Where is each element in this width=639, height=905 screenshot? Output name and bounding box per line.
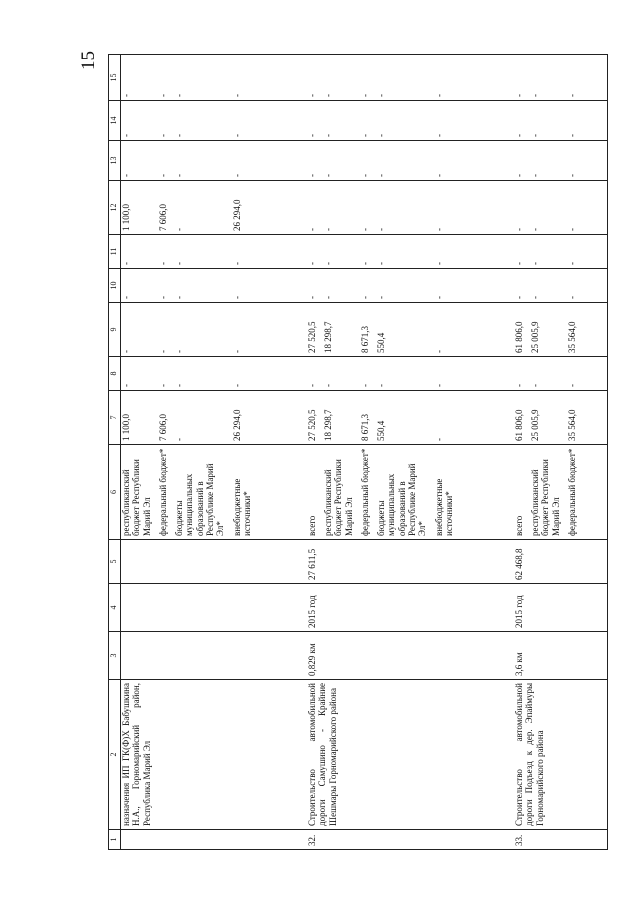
amount-value: - <box>121 384 131 387</box>
amount-value: 27 520,5 <box>306 321 317 353</box>
amount-value: - <box>375 262 386 265</box>
amount-value: - <box>158 350 168 353</box>
amount-value: - <box>529 262 540 265</box>
amount-value: - <box>121 174 131 177</box>
cost-cell: 27 611,5 <box>307 540 514 584</box>
column-number: 7 <box>109 391 121 445</box>
amount-value: - <box>174 94 184 97</box>
amount-cell-c9 <box>121 303 307 357</box>
amount-value: 61 806,0 <box>513 409 524 441</box>
amount-value: - <box>375 94 386 97</box>
year-cell: 2015 год <box>307 584 514 632</box>
amount-value: - <box>322 228 333 231</box>
amount-value: - <box>433 262 444 265</box>
amount-value: - <box>375 384 386 387</box>
amount-value: - <box>529 134 540 137</box>
amount-value: - <box>513 262 524 265</box>
amount-value: - <box>566 94 577 97</box>
column-number: 1 <box>109 830 121 850</box>
page-number: 15 <box>78 51 99 70</box>
amount-cell-c11 <box>514 235 608 269</box>
amount-value: - <box>322 262 333 265</box>
amount-value: - <box>306 94 317 97</box>
amount-cell-c15 <box>121 55 307 101</box>
amount-value: 550,4 <box>375 332 386 353</box>
amount-value: - <box>158 134 168 137</box>
funding-source-cell <box>307 445 514 540</box>
column-number: 9 <box>109 303 121 357</box>
funding-source-cell <box>121 445 307 540</box>
amount-value: - <box>306 296 317 299</box>
funding-source: всего <box>513 515 524 536</box>
amount-value: - <box>433 296 444 299</box>
amount-value: - <box>174 296 184 299</box>
amount-cell-c10 <box>121 269 307 303</box>
amount-value: - <box>306 384 317 387</box>
column-number: 11 <box>109 235 121 269</box>
amount-cell-c10 <box>514 269 608 303</box>
amount-value: - <box>232 134 242 137</box>
amount-cell-c12 <box>514 181 608 235</box>
amount-value: - <box>174 350 184 353</box>
funding-source: республиканский бюджет Республики Марий Эл <box>121 459 152 536</box>
amount-cell-c12 <box>121 181 307 235</box>
funding-source: федеральный бюджет* <box>359 448 370 536</box>
amount-value: 7 606,0 <box>158 204 168 231</box>
amount-cell-c8 <box>121 357 307 391</box>
amount-cell-c11 <box>121 235 307 269</box>
amount-cell-c15 <box>514 55 608 101</box>
amount-value: - <box>158 94 168 97</box>
amount-value: - <box>433 174 444 177</box>
table-row <box>514 55 608 850</box>
year-cell <box>121 584 307 632</box>
year-cell: 2015 год <box>514 584 608 632</box>
amount-value: 1 100,0 <box>121 414 131 441</box>
amount-value: - <box>433 94 444 97</box>
column-number: 15 <box>109 55 121 101</box>
amount-value: - <box>529 94 540 97</box>
amount-value: - <box>359 94 370 97</box>
amount-value: 27 520,5 <box>306 409 317 441</box>
amount-value: - <box>529 384 540 387</box>
amount-value: - <box>306 228 317 231</box>
column-number: 5 <box>109 540 121 584</box>
column-number: 13 <box>109 141 121 181</box>
amount-cell-c14 <box>514 101 608 141</box>
amount-value: 7 606,0 <box>158 414 168 441</box>
amount-value: - <box>121 94 131 97</box>
row-number-cell <box>121 830 307 850</box>
amount-value: 26 294,0 <box>232 409 242 441</box>
amount-value: 35 564,0 <box>566 409 577 441</box>
amount-value: - <box>513 384 524 387</box>
object-name-cell: Строительство автомобильной дороги Подъезд к дер. Эпаймуры Горномарийского района <box>514 680 608 830</box>
amount-value: - <box>158 262 168 265</box>
amount-value: - <box>174 174 184 177</box>
amount-value: - <box>121 350 131 353</box>
amount-value: - <box>513 228 524 231</box>
amount-value: - <box>306 262 317 265</box>
amount-cell-c11 <box>307 235 514 269</box>
amount-value: - <box>375 174 386 177</box>
amount-value: - <box>158 296 168 299</box>
amount-value: 18 298,7 <box>322 321 333 353</box>
amount-value: - <box>174 228 184 231</box>
amount-value: - <box>529 228 540 231</box>
amount-value: - <box>322 384 333 387</box>
funding-source: республиканский бюджет Республики Марий Эл <box>322 459 354 536</box>
amount-value: - <box>359 134 370 137</box>
amount-value: - <box>375 296 386 299</box>
amount-cell-c7 <box>121 391 307 445</box>
amount-value: - <box>375 134 386 137</box>
amount-cell-c14 <box>307 101 514 141</box>
amount-cell-c7 <box>514 391 608 445</box>
column-number: 12 <box>109 181 121 235</box>
amount-cell-c7 <box>307 391 514 445</box>
amount-value: - <box>232 262 242 265</box>
amount-value: 1 100,0 <box>121 204 131 231</box>
column-number: 3 <box>109 632 121 680</box>
amount-value: - <box>306 134 317 137</box>
amount-cell-c9 <box>307 303 514 357</box>
amount-value: - <box>433 350 444 353</box>
row-number-cell: 32. <box>307 830 514 850</box>
amount-value: - <box>158 384 168 387</box>
amount-value: - <box>174 438 184 441</box>
amount-value: - <box>359 228 370 231</box>
table-row <box>307 55 514 850</box>
amount-value: 25 005,9 <box>529 409 540 441</box>
amount-value: - <box>566 262 577 265</box>
amount-value: - <box>232 174 242 177</box>
amount-value: 35 564,0 <box>566 321 577 353</box>
amount-value: - <box>529 296 540 299</box>
amount-cell-c10 <box>307 269 514 303</box>
column-number: 10 <box>109 269 121 303</box>
funding-source: бюджеты муниципальных образований в Республике Марий Эл* <box>375 463 428 536</box>
amount-cell-c13 <box>307 141 514 181</box>
amount-value: 61 806,0 <box>513 321 524 353</box>
amount-value: - <box>566 384 577 387</box>
amount-value: - <box>174 262 184 265</box>
amount-value: - <box>359 296 370 299</box>
amount-value: - <box>433 438 444 441</box>
amount-value: - <box>232 94 242 97</box>
amount-value: 18 298,7 <box>322 409 333 441</box>
amount-value: - <box>566 296 577 299</box>
object-name-cell: Строительство автомобильной дороги Самушино - Крайние Шешмары Горномарийского района <box>307 680 514 830</box>
amount-value: - <box>306 174 317 177</box>
amount-value: - <box>375 228 386 231</box>
amount-cell-c14 <box>121 101 307 141</box>
amount-value: - <box>359 174 370 177</box>
amount-value: - <box>513 174 524 177</box>
amount-value: - <box>566 228 577 231</box>
amount-value: - <box>433 384 444 387</box>
amount-value: - <box>433 228 444 231</box>
cost-cell <box>121 540 307 584</box>
amount-cell-c12 <box>307 181 514 235</box>
amount-value: - <box>121 134 131 137</box>
amount-value: - <box>232 296 242 299</box>
amount-cell-c8 <box>307 357 514 391</box>
amount-value: - <box>513 134 524 137</box>
amount-value: - <box>121 262 131 265</box>
length-cell: 0,829 км <box>307 632 514 680</box>
amount-value: - <box>232 384 242 387</box>
amount-value: 8 671,3 <box>359 326 370 353</box>
amount-cell-c13 <box>514 141 608 181</box>
funding-source-cell <box>514 445 608 540</box>
amount-value: - <box>322 134 333 137</box>
amount-value: - <box>174 384 184 387</box>
amount-value: - <box>322 94 333 97</box>
amount-value: - <box>513 296 524 299</box>
column-number: 14 <box>109 101 121 141</box>
program-table <box>108 54 608 850</box>
amount-value: 26 294,0 <box>232 199 242 231</box>
cost-cell: 62 468,8 <box>514 540 608 584</box>
amount-value: - <box>529 174 540 177</box>
length-cell <box>121 632 307 680</box>
column-number-row <box>109 55 121 850</box>
column-number: 6 <box>109 445 121 540</box>
funding-source: федеральный бюджет* <box>158 448 168 536</box>
column-number: 2 <box>109 680 121 830</box>
amount-value: - <box>433 134 444 137</box>
table-row <box>121 55 307 850</box>
amount-cell-c8 <box>514 357 608 391</box>
amount-cell-c13 <box>121 141 307 181</box>
length-cell: 3,6 км <box>514 632 608 680</box>
column-number: 4 <box>109 584 121 632</box>
amount-value: 8 671,3 <box>359 414 370 441</box>
amount-value: - <box>566 134 577 137</box>
amount-value: 550,4 <box>375 420 386 441</box>
funding-source: бюджеты муниципальных образований в Республике Марий Эл* <box>174 463 226 536</box>
amount-cell-c9 <box>514 303 608 357</box>
amount-value: - <box>359 262 370 265</box>
column-number: 8 <box>109 357 121 391</box>
funding-source: всего <box>306 515 317 536</box>
funding-source: внебюджетные источники* <box>433 478 455 536</box>
amount-value: - <box>513 94 524 97</box>
object-name-cell: назначения ИП ГК(Ф)Х Бабушкина Н.А., Горномарийский район, Республика Марий Эл <box>121 680 307 830</box>
amount-value: - <box>322 296 333 299</box>
amount-value: - <box>322 174 333 177</box>
amount-value: - <box>359 384 370 387</box>
amount-value: - <box>121 296 131 299</box>
amount-cell-c15 <box>307 55 514 101</box>
amount-value: 25 005,9 <box>529 321 540 353</box>
amount-value: - <box>566 174 577 177</box>
funding-source: федеральный бюджет* <box>566 448 577 536</box>
row-number-cell: 33. <box>514 830 608 850</box>
amount-value: - <box>158 174 168 177</box>
amount-value: - <box>174 134 184 137</box>
funding-source: республиканский бюджет Республики Марий Эл <box>529 459 561 536</box>
amount-value: - <box>232 350 242 353</box>
funding-source: внебюджетные источники* <box>232 478 253 536</box>
